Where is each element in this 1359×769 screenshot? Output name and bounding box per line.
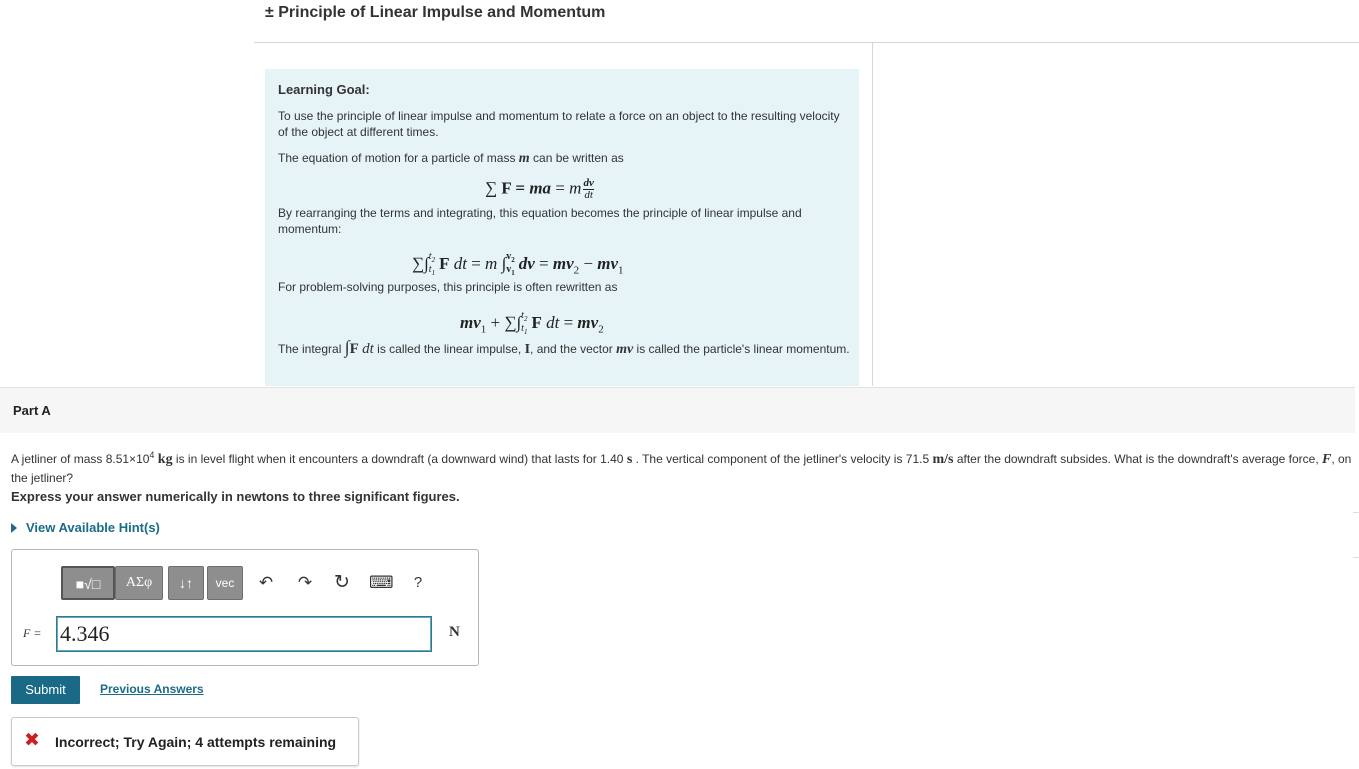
keyboard-icon[interactable]: ⌨ — [369, 573, 394, 592]
side-divider — [1353, 557, 1359, 558]
undo-icon[interactable]: ↶ — [258, 573, 274, 592]
submit-button[interactable]: Submit — [11, 676, 80, 704]
content-divider — [872, 43, 873, 386]
previous-answers-link[interactable]: Previous Answers — [100, 682, 204, 696]
instruction-text: Express your answer numerically in newtons to three significant figures. — [11, 489, 460, 504]
greek-icon: ΑΣφ — [125, 575, 153, 590]
answer-variable-label: F = — [23, 626, 42, 640]
greek-symbols-button[interactable] — [115, 566, 163, 600]
reset-icon[interactable]: ↻ — [334, 572, 350, 593]
subscript-superscript-button[interactable] — [168, 566, 204, 600]
learning-goal-paragraph-1: To use the principle of linear impulse and momentum to relate a force on an object to the resulting velocity of the object at different times. — [278, 109, 840, 139]
hints-label: View Available Hint(s) — [26, 520, 160, 535]
title-divider — [254, 42, 1359, 43]
problem-statement: A jetliner of mass $8.51\times 10^4$ kg is in level flight when it encounters a downdraft (a downward wind) that lasts for 1.40 s . The vertical component of the jetliner's velocity is 71.5 m/s after the downdraft subsides. What is the downdraft's average force, F, on the jetliner? — [11, 450, 1352, 485]
templates-icon: ■√□ — [75, 576, 101, 592]
help-icon[interactable]: ? — [413, 574, 423, 591]
templates-button[interactable] — [61, 566, 115, 600]
page-title — [265, 4, 605, 22]
learning-goal-paragraph-2: The equation of motion for a particle of mass m can be written as — [278, 151, 624, 166]
learning-goal-paragraph-5: The integral ∫F dt is called the linear impulse, I, and the vector mv is called the particle's linear momentum. — [278, 337, 850, 357]
answer-unit: N — [449, 624, 460, 640]
vector-button[interactable] — [207, 566, 243, 600]
feedback-message: Incorrect; Try Again; 4 attempts remaining — [55, 734, 337, 750]
error-x-icon: ✖ — [24, 730, 40, 751]
view-hints-toggle[interactable] — [11, 520, 160, 535]
part-label: Part A — [13, 403, 51, 418]
vec-icon: vec — [215, 576, 235, 590]
learning-goal-paragraph-4: For problem-solving purposes, this principle is often rewritten as — [278, 280, 618, 294]
title-prefix: ± — [265, 4, 274, 21]
mass-var: m — [518, 151, 530, 166]
side-divider — [1353, 512, 1359, 513]
learning-goal-paragraph-3: By rearranging the terms and integrating, this equation becomes the principle of linear impulse and momentum: — [278, 206, 802, 236]
arrows-icon: ↓↑ — [179, 575, 193, 591]
rewritten-impulse-equation: $mv_1$ + ∑∫ $t_2$ $t_1$ F dt = $mv_2$ — [460, 310, 604, 336]
fraction: $\frac{dv}{dt}$ — [583, 177, 594, 201]
redo-icon[interactable]: ↷ — [297, 573, 313, 592]
title-text: Principle of Linear Impulse and Momentum — [278, 4, 606, 21]
learning-goal-heading: Learning Goal: — [278, 82, 370, 97]
equation-of-motion: ∑ F = ma = m $\frac{dv}{dt}$ — [485, 177, 594, 201]
expand-triangle-icon — [11, 523, 17, 533]
impulse-momentum-equation: ∑∫ $t_2$ $t_1$ F dt = m ∫ $v_2$ $v_1$ dv = $mv_2 - mv_1$ — [412, 251, 624, 277]
answer-input[interactable]: 4.346 — [56, 616, 432, 652]
part-header — [0, 387, 1355, 433]
